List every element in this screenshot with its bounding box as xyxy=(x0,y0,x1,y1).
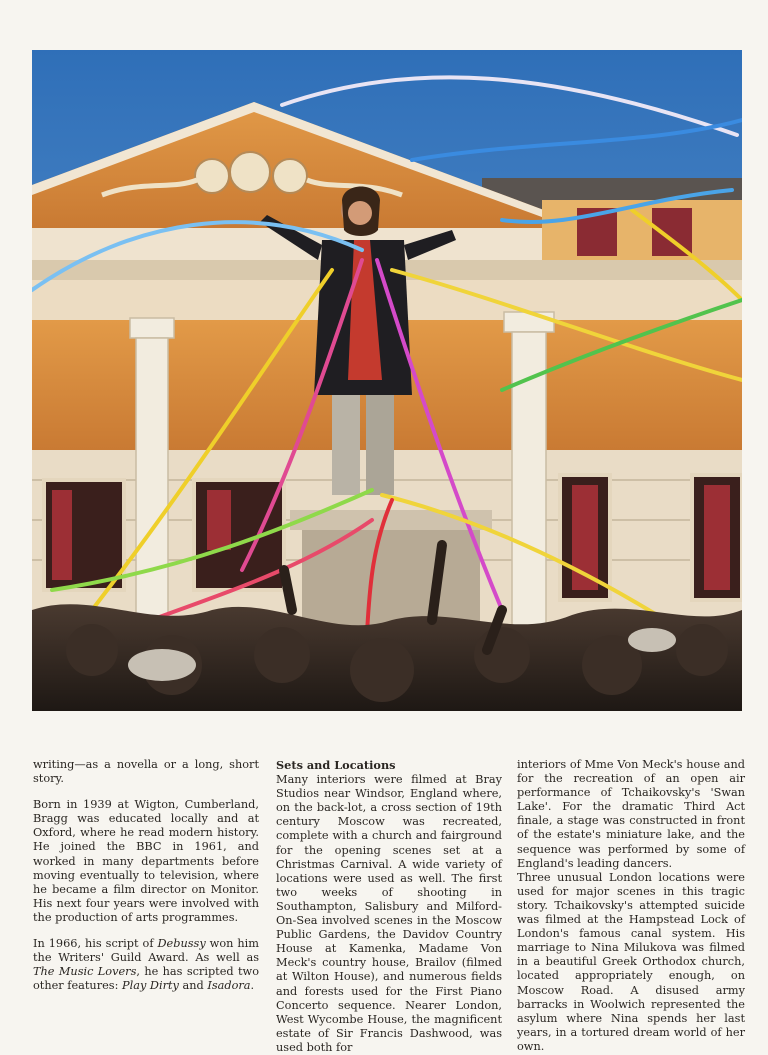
paragraph: interiors of Mme Von Meck's house and for the recreation of an open air performance of Tchaikovsky's 'Swan Lake'. For the dramatic Third Act finale, a stage was constructed in front of the estate's miniature lake, and the sequence was performed by some of England's leading dancers. xyxy=(517,758,745,870)
text-run: In 1966, his script of xyxy=(33,937,158,951)
film-title: Debussy xyxy=(157,937,206,951)
paragraph: Born in 1939 at Wigton, Cumberland, Bragg was educated locally and at Oxford, where he read modern history. He joined the BBC in 1961, and worked in many departments before moving eventually to television, where he became a film director on Monitor. His next four years were involved with the production of arts programmes. xyxy=(33,798,259,924)
section-heading: Sets and Locations xyxy=(276,758,396,772)
film-title: The Music Lovers xyxy=(33,965,137,979)
text-run: . xyxy=(250,979,255,993)
paragraph: writing—as a novella or a long, short story. xyxy=(33,758,259,786)
film-title: Play Dirty xyxy=(122,979,179,993)
film-still-photo xyxy=(32,50,742,711)
film-title: Isadora xyxy=(207,979,251,993)
text-run: won him the Writers' Guild Award. As well as xyxy=(33,937,259,965)
text-column-3 xyxy=(517,758,745,1054)
text-run: and xyxy=(178,979,208,993)
text-run: , he has scripted two other features: xyxy=(33,965,260,993)
text-column-2 xyxy=(276,758,502,1055)
paragraph xyxy=(33,937,259,993)
paragraph: Three unusual London locations were used for major scenes in this tragic story. Tchaikovsky's attempted suicide was filmed at the Hampstead Lock of London's famous canal system. His marriage to Nina Milukova was filmed in a beautiful Greek Orthodox church, located appropriately enough, on Moscow Road. A disused army barracks in Woolwich represented the asylum where Nina spends her last years, in a tortured dream world of her own. xyxy=(517,870,745,1053)
text-column-1 xyxy=(33,758,259,1005)
film-still-illustration xyxy=(32,50,742,711)
paragraph: Many interiors were filmed at Bray Studios near Windsor, England where, on the back-lot, a cross section of 19th century Moscow was recreated, complete with a church and fairground for the opening scenes set at a Christmas Carnival. A wide variety of locations were used as well. The first two weeks of shooting in Southampton, Salisbury and Milford-On-Sea involved scenes in the Moscow Public Gardens, the Davidov Country House at Kamenka, Madame Von Meck's country house, Brailov (filmed at Wilton House), and numerous fields and forests used for the First Piano Concerto sequence. Nearer London, West Wycombe House, the magnificent estate of Sir Francis Dashwood, was used both for xyxy=(276,773,502,1054)
